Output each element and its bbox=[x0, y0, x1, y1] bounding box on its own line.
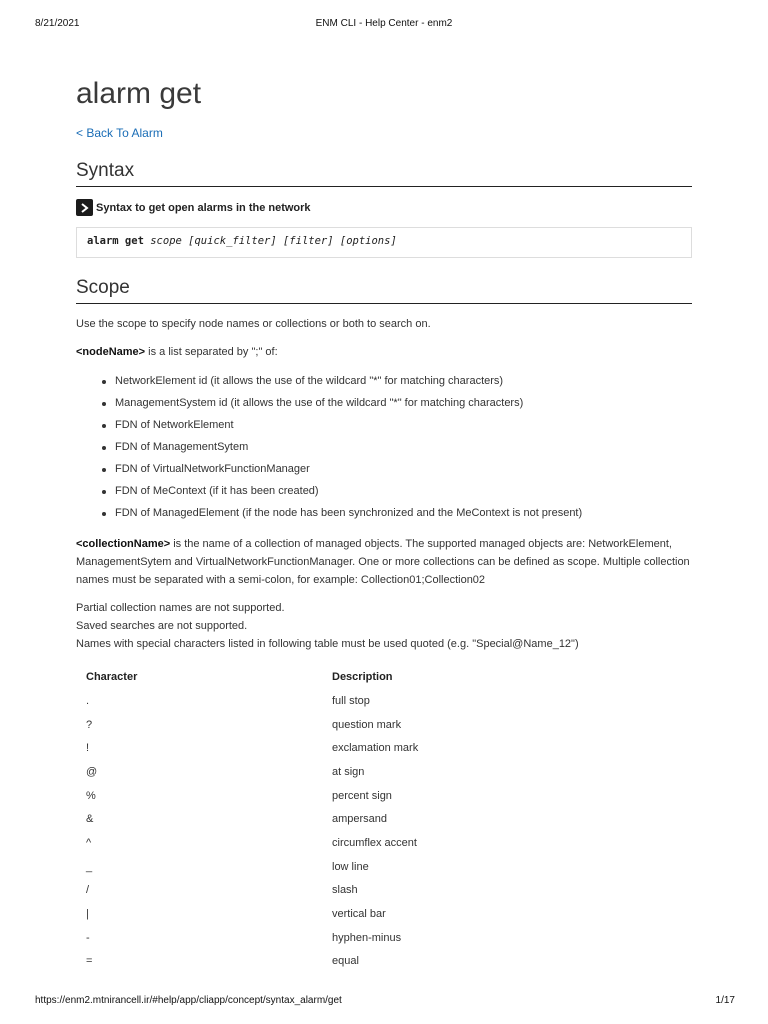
table-row bbox=[76, 736, 418, 760]
table-row bbox=[76, 926, 418, 950]
description-cell: equal bbox=[332, 955, 359, 968]
description-cell: low line bbox=[332, 860, 369, 873]
table-row bbox=[76, 855, 418, 879]
back-to-alarm-link[interactable]: < Back To Alarm bbox=[76, 126, 163, 140]
description-cell: circumflex accent bbox=[332, 836, 417, 849]
code-command: alarm get bbox=[87, 235, 144, 247]
character-cell: @ bbox=[86, 765, 98, 778]
list-item: FDN of NetworkElement bbox=[115, 414, 692, 436]
table-row bbox=[76, 713, 418, 737]
note-line: Partial collection names are not supported. bbox=[76, 602, 285, 614]
collection-term: <collectionName> bbox=[76, 538, 171, 550]
list-item: NetworkElement id (it allows the use of the wildcard "*" for matching characters) bbox=[115, 370, 692, 392]
list-item: FDN of MeContext (if it has been created) bbox=[115, 480, 692, 502]
note-line: Saved searches are not supported. bbox=[76, 620, 248, 632]
table-row bbox=[76, 950, 418, 974]
list-item: FDN of ManagementSytem bbox=[115, 436, 692, 458]
syntax-heading: Syntax bbox=[76, 160, 692, 187]
table-row bbox=[76, 807, 418, 831]
table-row bbox=[76, 831, 418, 855]
nodename-definition bbox=[76, 343, 692, 361]
table-row bbox=[76, 689, 418, 713]
character-cell: % bbox=[86, 789, 96, 802]
syntax-label: Syntax to get open alarms in the network bbox=[96, 201, 311, 214]
special-characters-table bbox=[76, 664, 418, 973]
table-row bbox=[76, 760, 418, 784]
help-article bbox=[76, 76, 692, 973]
column-header-description: Description bbox=[332, 670, 393, 683]
character-cell: = bbox=[86, 955, 93, 968]
character-cell: _ bbox=[86, 860, 93, 873]
character-cell: ^ bbox=[86, 836, 92, 849]
description-cell: exclamation mark bbox=[332, 742, 419, 755]
description-cell: percent sign bbox=[332, 789, 392, 802]
description-cell: at sign bbox=[332, 765, 365, 778]
print-date: 8/21/2021 bbox=[35, 18, 80, 29]
nodename-term: <nodeName> bbox=[76, 346, 146, 358]
table-header-row bbox=[76, 664, 418, 689]
syntax-label-row bbox=[76, 199, 692, 216]
scope-notes bbox=[76, 599, 692, 653]
page-title: alarm get bbox=[76, 77, 202, 110]
chevron-right-icon bbox=[76, 199, 93, 216]
character-cell: & bbox=[86, 813, 94, 826]
description-cell: full stop bbox=[332, 694, 370, 707]
table-row bbox=[76, 902, 418, 926]
description-cell: slash bbox=[332, 884, 358, 897]
print-page-number: 1/17 bbox=[715, 995, 735, 1006]
list-item: ManagementSystem id (it allows the use of the wildcard "*" for matching characters) bbox=[115, 392, 692, 414]
description-cell: question mark bbox=[332, 718, 402, 731]
table-row bbox=[76, 879, 418, 903]
code-arguments: scope [quick_filter] [filter] [options] bbox=[150, 235, 397, 247]
column-header-character: Character bbox=[86, 670, 138, 683]
scope-intro: Use the scope to specify node names or collections or both to search on. bbox=[76, 318, 431, 330]
character-cell: ! bbox=[86, 742, 90, 755]
collection-definition bbox=[76, 535, 692, 589]
character-cell: | bbox=[86, 908, 89, 921]
print-url: https://enm2.mtnirancell.ir/#help/app/cliapp/concept/syntax_alarm/get bbox=[35, 995, 342, 1006]
description-cell: vertical bar bbox=[332, 908, 386, 921]
collection-description: is the name of a collection of managed objects. The supported managed objects are: NetworkElement, ManagementSytem and VirtualNetworkFunctionManager. One or more collections can be defined as scope. Multiple collection names must be separated with a semi-colon, for example: Collection01;Collection02 bbox=[76, 538, 690, 586]
description-cell: ampersand bbox=[332, 813, 388, 826]
nodename-list bbox=[76, 370, 692, 524]
character-cell: / bbox=[86, 884, 90, 897]
syntax-code-block bbox=[76, 227, 692, 258]
scope-heading: Scope bbox=[76, 277, 692, 304]
list-item: FDN of VirtualNetworkFunctionManager bbox=[115, 458, 692, 480]
character-cell: ? bbox=[86, 718, 93, 731]
description-cell: hyphen-minus bbox=[332, 931, 402, 944]
list-item: FDN of ManagedElement (if the node has been synchronized and the MeContext is not present) bbox=[115, 502, 692, 524]
print-title: ENM CLI - Help Center - enm2 bbox=[315, 18, 453, 29]
table-row bbox=[76, 784, 418, 808]
character-cell: - bbox=[86, 931, 90, 944]
character-cell: . bbox=[86, 694, 90, 707]
note-line: Names with special characters listed in following table must be used quoted (e.g. "Special@Name_12") bbox=[76, 638, 579, 650]
nodename-description: is a list separated by ";" of: bbox=[145, 346, 278, 358]
